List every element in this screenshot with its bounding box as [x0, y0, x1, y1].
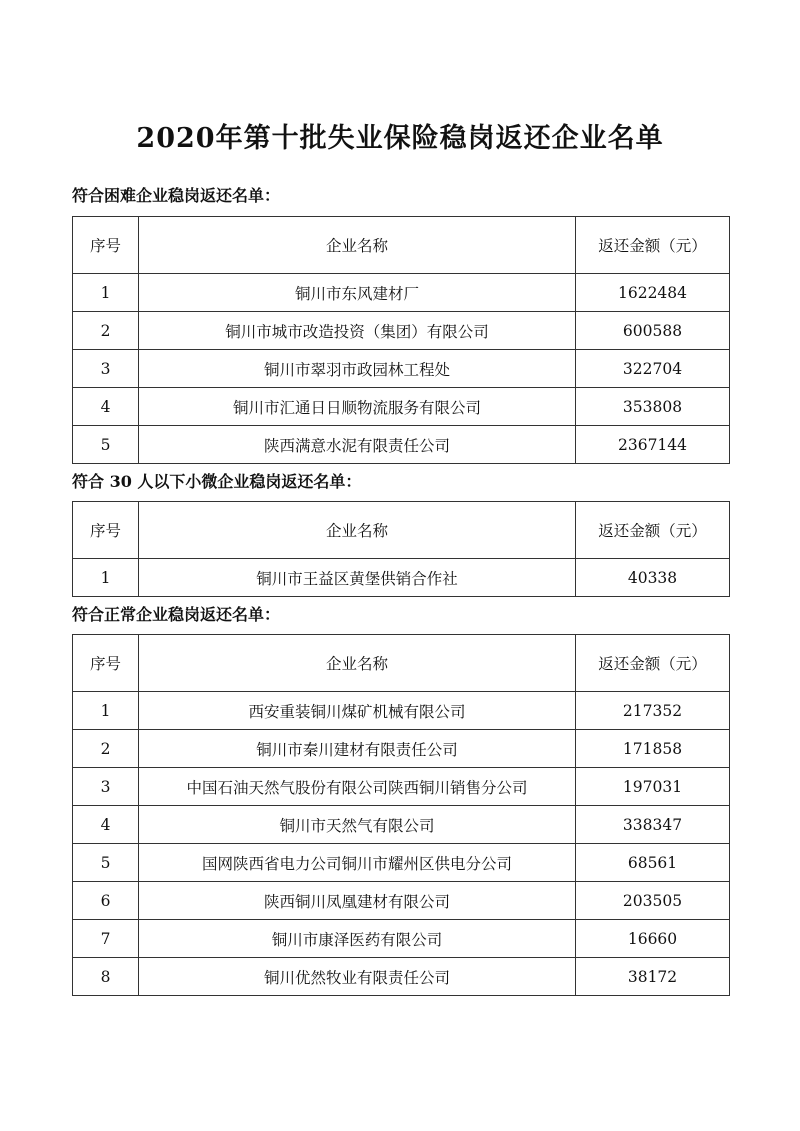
row-index: 3	[73, 350, 139, 388]
row-company-name: 铜川市城市改造投资（集团）有限公司	[139, 312, 576, 350]
row-index: 5	[73, 844, 139, 882]
table-row	[73, 768, 730, 806]
row-amount: 38172	[576, 958, 730, 996]
row-amount: 16660	[576, 920, 730, 958]
table-header-row	[73, 217, 730, 274]
column-header-index: 序号	[73, 217, 139, 274]
row-amount: 217352	[576, 692, 730, 730]
row-company-name: 铜川市王益区黄堡供销合作社	[139, 559, 576, 597]
table-row	[73, 844, 730, 882]
row-company-name: 铜川优然牧业有限责任公司	[139, 958, 576, 996]
table-row	[73, 692, 730, 730]
column-header-amount: 返还金额（元）	[576, 502, 730, 559]
row-amount: 197031	[576, 768, 730, 806]
table-row	[73, 806, 730, 844]
section-heading-normal: 符合正常企业稳岗返还名单：	[72, 605, 281, 624]
table-header-row	[73, 635, 730, 692]
row-amount: 1622484	[576, 274, 730, 312]
table-row	[73, 388, 730, 426]
table-row	[73, 559, 730, 597]
table-normal-enterprises	[72, 634, 730, 996]
row-index: 1	[73, 692, 139, 730]
row-amount: 171858	[576, 730, 730, 768]
row-index: 5	[73, 426, 139, 464]
row-amount: 322704	[576, 350, 730, 388]
row-index: 1	[73, 274, 139, 312]
table-row	[73, 312, 730, 350]
row-amount: 2367144	[576, 426, 730, 464]
row-company-name: 铜川市秦川建材有限责任公司	[139, 730, 576, 768]
row-index: 7	[73, 920, 139, 958]
column-header-name: 企业名称	[139, 635, 576, 692]
row-amount: 600588	[576, 312, 730, 350]
table-row	[73, 730, 730, 768]
row-index: 6	[73, 882, 139, 920]
table-row	[73, 882, 730, 920]
row-amount: 353808	[576, 388, 730, 426]
row-company-name: 铜川市翠羽市政园林工程处	[139, 350, 576, 388]
row-amount: 68561	[576, 844, 730, 882]
row-company-name: 铜川市汇通日日顺物流服务有限公司	[139, 388, 576, 426]
row-index: 2	[73, 730, 139, 768]
column-header-name: 企业名称	[139, 217, 576, 274]
table-row	[73, 274, 730, 312]
row-index: 8	[73, 958, 139, 996]
column-header-index: 序号	[73, 635, 139, 692]
row-company-name: 西安重装铜川煤矿机械有限公司	[139, 692, 576, 730]
column-header-amount: 返还金额（元）	[576, 635, 730, 692]
section-heading-small-micro: 符合 30 人以下小微企业稳岗返还名单：	[72, 472, 362, 491]
row-company-name: 陕西满意水泥有限责任公司	[139, 426, 576, 464]
table-small-micro-enterprises	[72, 501, 730, 597]
page-title: 2020年第十批失业保险稳岗返还企业名单	[136, 123, 664, 154]
row-company-name: 国网陕西省电力公司铜川市耀州区供电分公司	[139, 844, 576, 882]
column-header-name: 企业名称	[139, 502, 576, 559]
row-index: 2	[73, 312, 139, 350]
row-amount: 338347	[576, 806, 730, 844]
row-company-name: 陕西铜川凤凰建材有限公司	[139, 882, 576, 920]
table-row	[73, 426, 730, 464]
row-index: 4	[73, 388, 139, 426]
row-index: 4	[73, 806, 139, 844]
row-company-name: 中国石油天然气股份有限公司陕西铜川销售分公司	[139, 768, 576, 806]
table-hardship-enterprises	[72, 216, 730, 464]
column-header-index: 序号	[73, 502, 139, 559]
table-row	[73, 920, 730, 958]
row-company-name: 铜川市天然气有限公司	[139, 806, 576, 844]
section-heading-hardship: 符合困难企业稳岗返还名单：	[72, 186, 281, 205]
row-index: 3	[73, 768, 139, 806]
row-amount: 40338	[576, 559, 730, 597]
row-amount: 203505	[576, 882, 730, 920]
column-header-amount: 返还金额（元）	[576, 217, 730, 274]
table-row	[73, 350, 730, 388]
table-header-row	[73, 502, 730, 559]
row-company-name: 铜川市东风建材厂	[139, 274, 576, 312]
table-row	[73, 958, 730, 996]
row-company-name: 铜川市康泽医药有限公司	[139, 920, 576, 958]
row-index: 1	[73, 559, 139, 597]
